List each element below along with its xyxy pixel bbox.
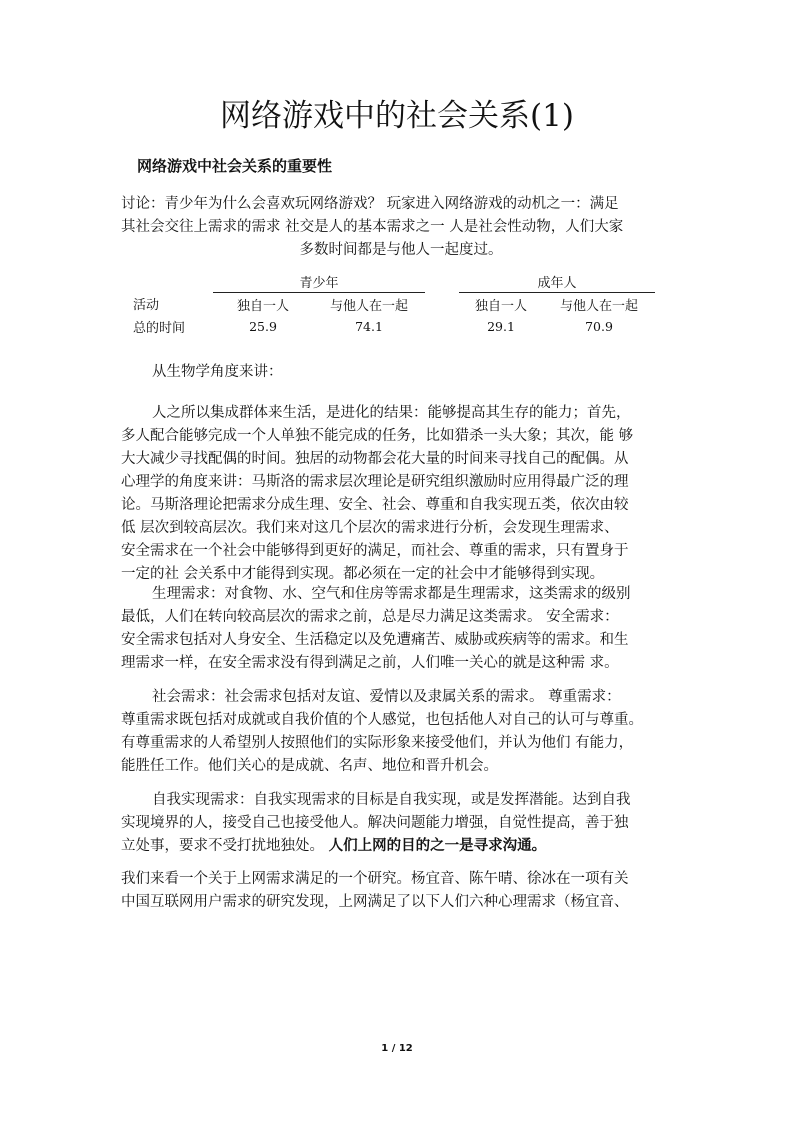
paragraph-1 <box>121 402 681 586</box>
row-header-total: 总的时间 <box>133 320 186 336</box>
document-title: 网络游戏中的社会关系(1) <box>220 98 574 134</box>
text-line: 一定的社 会关系中才能得到实现。都必须在一定的社会中才能够得到实现。 <box>121 566 605 582</box>
text-line: 有尊重需求的人希望别人按照他们的实际形象来接受他们，并认为他们 有能力， <box>121 735 634 751</box>
group-header-adult: 成年人 <box>459 270 655 293</box>
text-line: 从生物学角度来讲： <box>152 364 283 380</box>
text-line: 低 层次到较高层次。我们来对这几个层次的需求进行分析，会发现生理需求、 <box>121 520 619 536</box>
column-header: 独自一人 <box>474 298 527 314</box>
table-cell: 25.9 <box>249 318 277 334</box>
time-table <box>133 270 655 337</box>
row-header-activity: 活动 <box>133 298 160 314</box>
paragraph-2 <box>121 583 681 675</box>
text-line: 理需求一样，在安全需求没有得到满足之前，人们唯一关心的就是这种需 求。 <box>121 655 619 671</box>
text-line: 生理需求：对食物、水、空气和住房等需求都是生理需求，这类需求的级别 <box>152 586 631 602</box>
column-header: 与他人在一起 <box>559 298 638 314</box>
table-cell: 70.9 <box>585 318 613 334</box>
group-header-teen: 青少年 <box>213 270 425 293</box>
paragraph-5 <box>121 868 681 914</box>
text-line: 实现境界的人，接受自己也接受他人。解决问题能力增强，自觉性提高，善于独 <box>121 815 629 831</box>
section-subtitle: 网络游戏中社会关系的重要性 <box>137 157 333 175</box>
text-line: 中国互联网用户需求的研究发现，上网满足了以下人们六种心理需求（杨宜音、 <box>121 894 629 910</box>
text-line: 社会需求：社会需求包括对友谊、爱情以及隶属关系的需求。 尊重需求： <box>152 689 621 705</box>
text-line: 人之所以集成群体来生活，是进化的结果：能够提高其生存的能力；首先， <box>152 405 631 421</box>
text-line: 自我实现需求：自我实现需求的目标是自我实现，或是发挥潜能。达到自我 <box>152 792 631 808</box>
text-line: 多人配合能够完成一个人单独不能完成的任务，比如猎杀一头大象；其次，能 够 <box>121 428 634 444</box>
text-line: 其社会交往上需求的需求 社交是人的基本需求之一 人是社会性动物，人们大家 <box>121 219 624 235</box>
text-line: 讨论：青少年为什么会喜欢玩网络游戏？ 玩家进入网络游戏的动机之一：满足 <box>121 196 619 212</box>
text-line: 我们来看一个关于上网需求满足的一个研究。杨宜音、陈午晴、徐冰在一项有关 <box>121 871 629 887</box>
text-line: 多数时间都是与他人一起度过。 <box>299 242 503 258</box>
emphasis-text: 人们上网的目的之一是寻求沟通。 <box>328 838 547 854</box>
column-header: 独自一人 <box>236 298 289 314</box>
text-line: 尊重需求既包括对成就或自我价值的个人感觉，也包括他人对自己的认可与尊重。 <box>121 712 643 728</box>
intro-paragraph <box>121 193 681 262</box>
bio-heading <box>121 361 681 384</box>
text-line: 能胜任工作。他们关心的是成就、名声、地位和晋升机会。 <box>121 758 498 774</box>
table-cell: 29.1 <box>487 318 515 334</box>
text-line: 安全需求包括对人身安全、生活稳定以及免遭痛苦、威胁或疾病等的需求。和生 <box>121 632 629 648</box>
text-line: 安全需求在一个社会中能够得到更好的满足，而社会、尊重的需求，只有置身于 <box>121 543 629 559</box>
column-header: 与他人在一起 <box>329 298 408 314</box>
paragraph-4 <box>121 789 681 858</box>
text-line: 论。马斯洛理论把需求分成生理、安全、社会、尊重和自我实现五类，依次由较 <box>121 497 629 513</box>
text-segment: 立处事，要求不受打扰地独处。 <box>121 838 324 854</box>
table-cell: 74.1 <box>355 318 383 334</box>
text-line: 最低，人们在转向较高层次的需求之前，总是尽力满足这类需求。 安全需求： <box>121 609 619 625</box>
page-number: 1 / 12 <box>381 1043 413 1054</box>
text-line <box>121 835 681 858</box>
text-line: 大大减少寻找配偶的时间。独居的动物都会花大量的时间来寻找自己的配偶。从 <box>121 451 629 467</box>
paragraph-3 <box>121 686 681 778</box>
text-line: 心理学的角度来讲：马斯洛的需求层次理论是研究组织激励时应用得最广泛的理 <box>121 474 629 490</box>
